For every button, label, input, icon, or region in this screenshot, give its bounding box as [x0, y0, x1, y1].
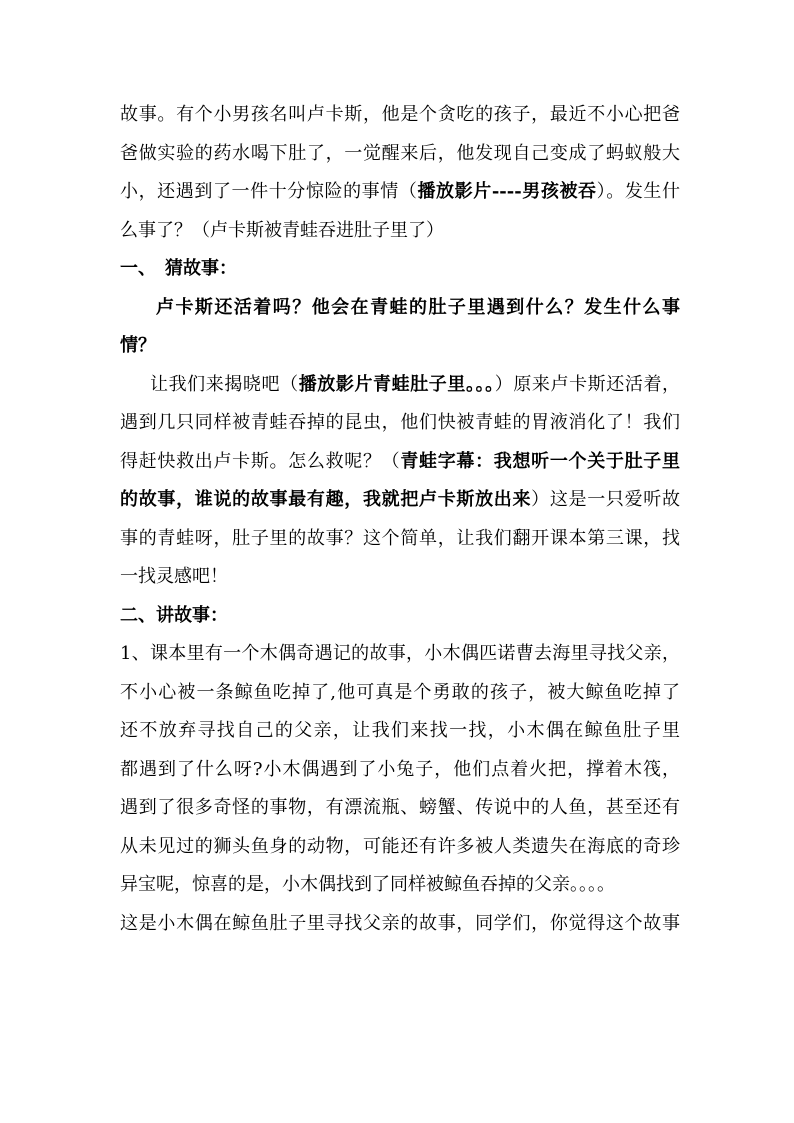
text-span: ）。发生什 [596, 181, 680, 202]
question-line [120, 327, 680, 366]
text-span: ）这是一只爱听故 [531, 489, 680, 510]
text-line [120, 366, 680, 405]
text-line: 遇到几只同样被青蛙吞掉的昆虫，他们快被青蛙的胃液消化了！我们 [120, 412, 680, 433]
text-line: 事的青蛙呀，肚子里的故事？这个简单，让我们翻开课本第三课，找 [120, 527, 680, 549]
bold-text: 的故事，谁说的故事最有趣，我就把卢卡斯放出来 [120, 489, 532, 510]
heading-text: 二、讲故事： [120, 604, 228, 626]
bold-text: 卢卡斯还活着吗？他会在青蛙的肚子里遇到什么？发生什么事 [156, 296, 680, 318]
text-span: 小，还遇到了一件十分惊险的事情（ [120, 181, 418, 202]
text-line: 1、课本里有一个木偶奇遇记的故事，小木偶匹诺曹去海里寻找父亲， [120, 643, 680, 664]
text-line: 故事。有个小男孩名叫卢卡斯，他是个贪吃的孩子，最近不小心把爸 [120, 104, 680, 125]
text-line: 还不放弃寻找自己的父亲，让我们来找一找，小木偶在鲸鱼肚子里 [120, 720, 680, 741]
question-line [120, 289, 680, 328]
text-line: 一找灵感吧！ [120, 566, 228, 587]
bold-text: 播放影片青蛙肚子里。。。 [298, 373, 495, 395]
text-span: 让我们来揭晓吧（ [150, 373, 299, 395]
text-line [120, 173, 680, 212]
text-span: 得赶快救出卢卡斯。怎么救呢？（ [120, 450, 401, 472]
text-line: 不小心被一条鲸鱼吃掉了,他可真是个勇敢的孩子，被大鲸鱼吃掉了 [120, 681, 680, 703]
bold-text: 情？ [120, 335, 156, 356]
text-line: 遇到了很多奇怪的事物，有漂流瓶、螃蟹、传说中的人鱼，甚至还有 [120, 797, 680, 818]
text-span: ）原来卢卡斯还活着， [494, 373, 680, 395]
section-heading [120, 250, 680, 289]
section-heading [120, 597, 680, 636]
text-line [120, 443, 680, 482]
text-line: 爸做实验的药水喝下肚了，一觉醒来后，他发现自己变成了蚂蚁般大 [120, 142, 680, 164]
text-line: 异宝呢，惊喜的是，小木偶找到了同样被鲸鱼吞掉的父亲。。。。 [120, 874, 615, 895]
bold-text: 播放影片----男孩被吞 [417, 181, 597, 202]
text-line: 这是小木偶在鲸鱼肚子里寻找父亲的故事，同学们，你觉得这个故事 [120, 912, 680, 934]
text-line [120, 481, 680, 520]
text-line: 么事了？（卢卡斯被青蛙吞进肚子里了） [120, 219, 444, 241]
text-line: 都遇到了什么呀?小木偶遇到了小兔子，他们点着火把，撑着木筏， [120, 758, 680, 780]
text-line: 从未见过的狮头鱼身的动物，可能还有许多被人类遗失在海底的奇珍 [120, 835, 680, 857]
bold-text: 青蛙字幕：我想听一个关于肚子里 [400, 450, 680, 472]
document-page [120, 96, 680, 943]
heading-text: 一、 猜故事： [120, 258, 237, 279]
